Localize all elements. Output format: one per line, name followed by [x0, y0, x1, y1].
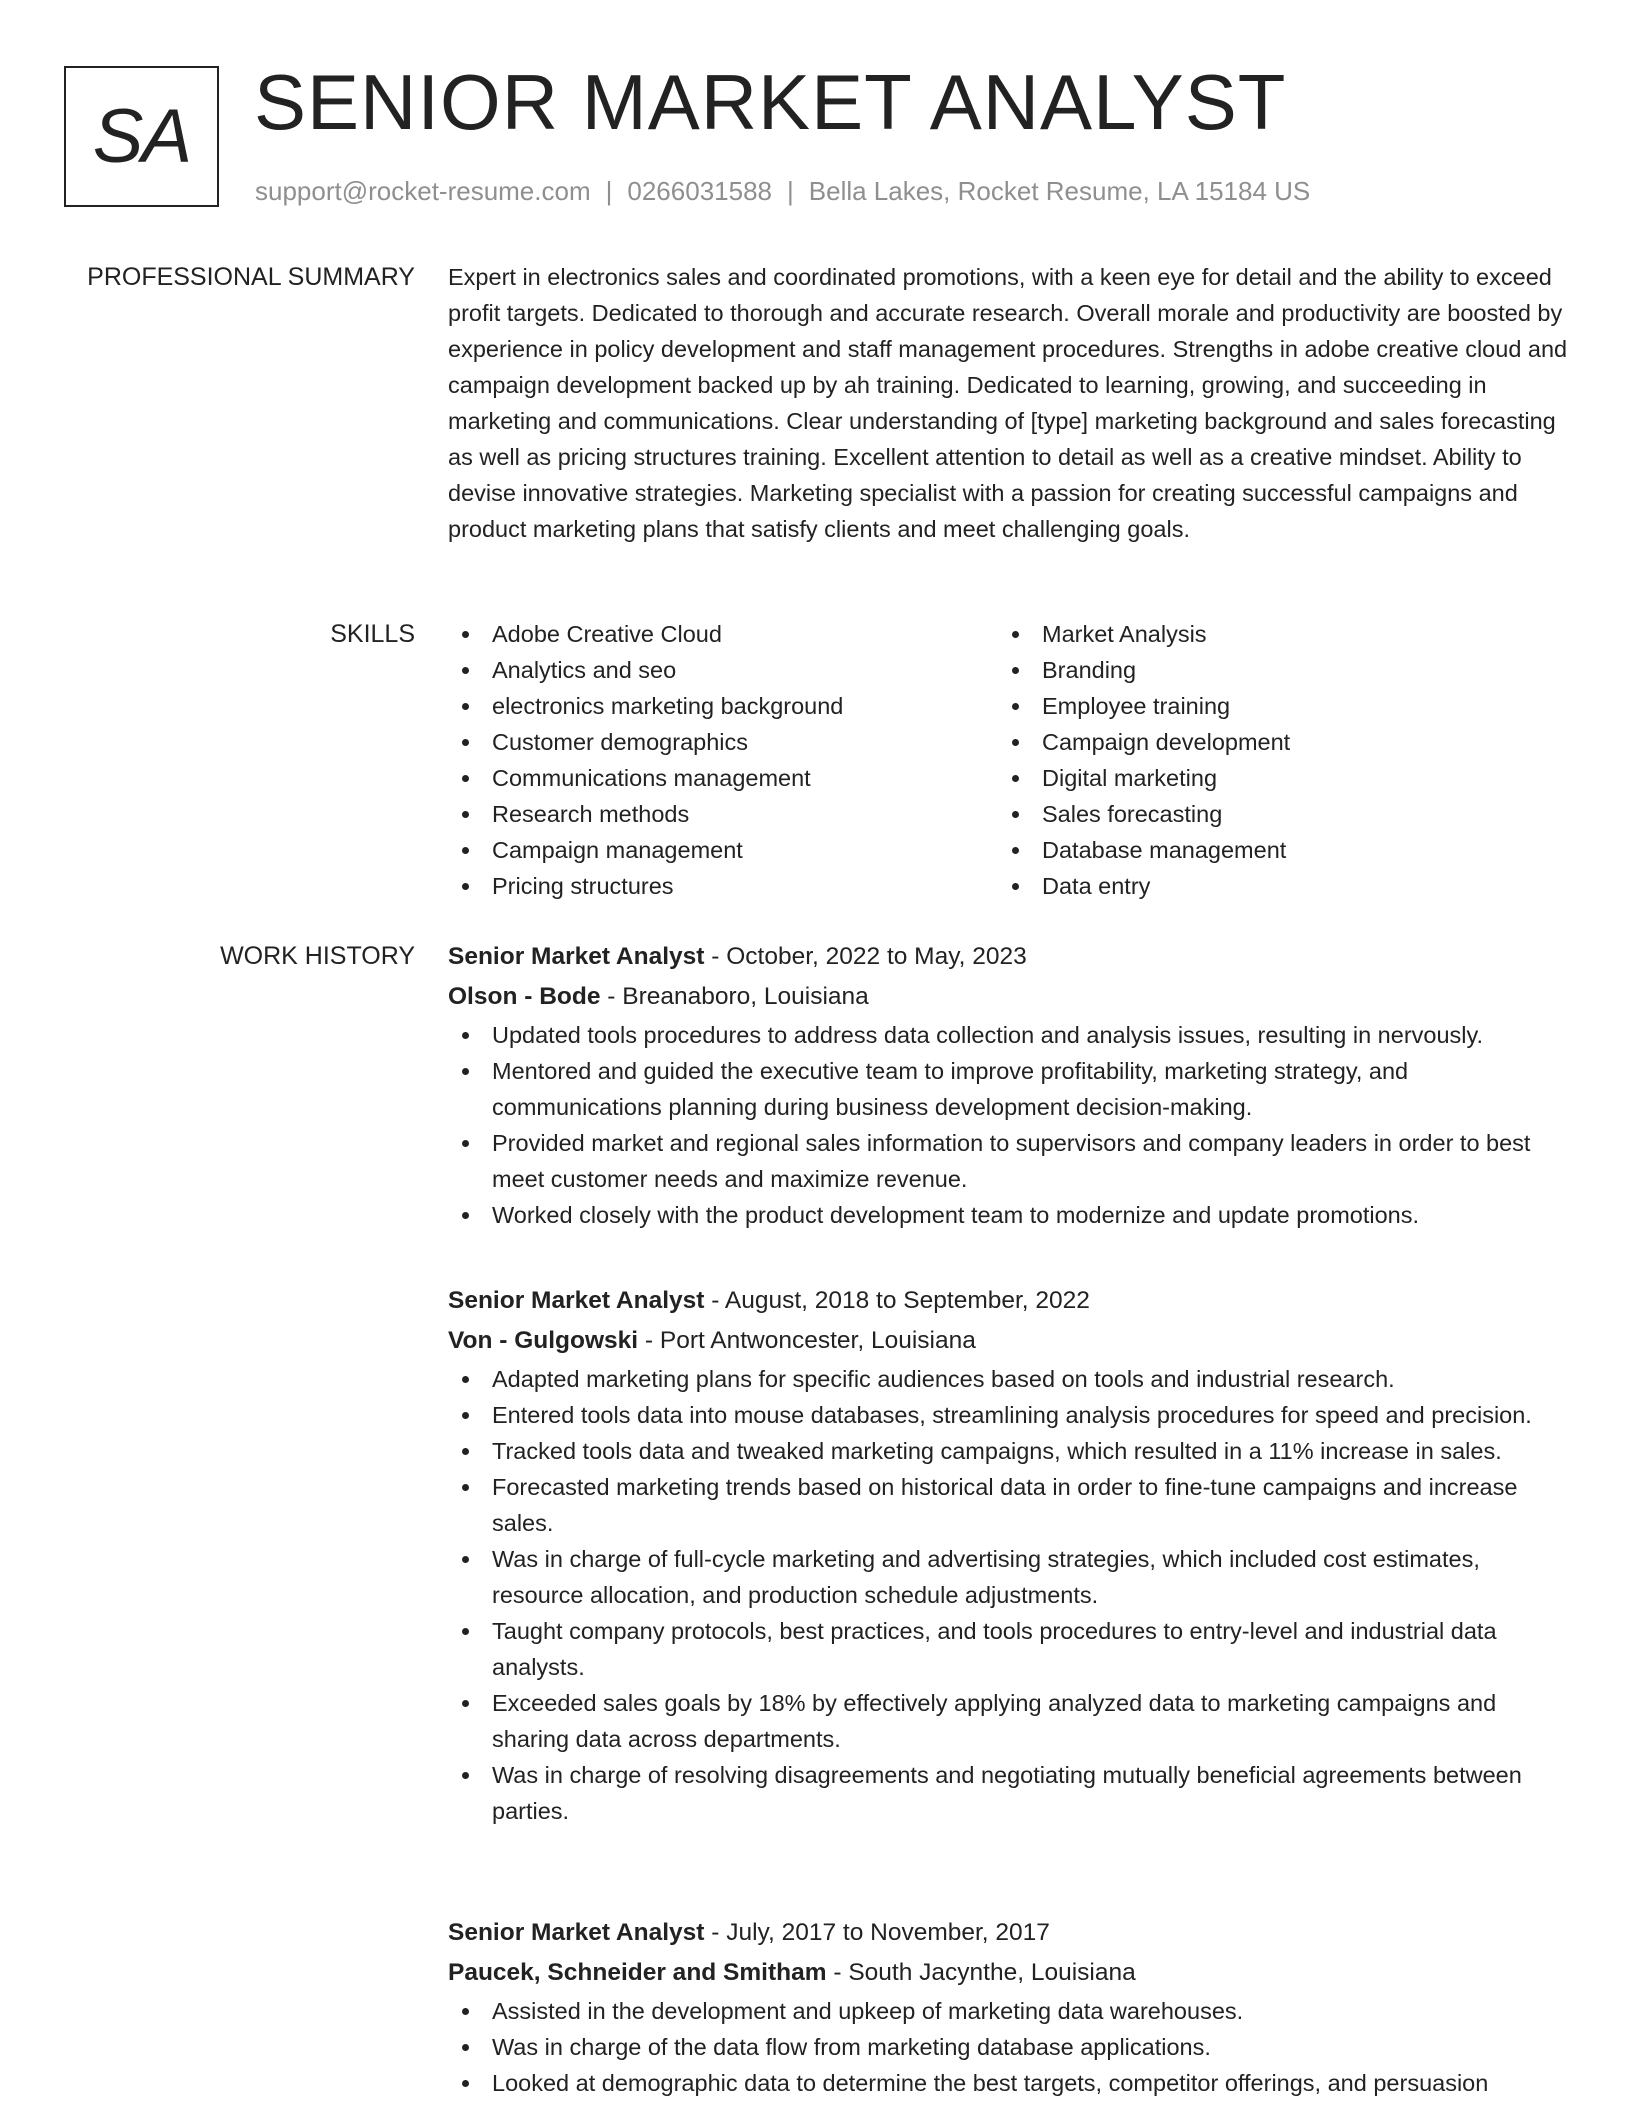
job-bullet: Updated tools procedures to address data collection and analysis issues, resulting in nervously. — [448, 1017, 1570, 1053]
job-dates: October, 2022 to May, 2023 — [726, 943, 1027, 970]
job-bullet: Provided market and regional sales information to supervisors and company leaders in order to best meet customer needs and maximize revenue. — [448, 1125, 1570, 1197]
skill-item: Communications management — [448, 760, 998, 796]
skill-item: Analytics and seo — [448, 652, 998, 688]
dash: - — [704, 1919, 727, 1946]
job-bullet: Was in charge of resolving disagreements and negotiating mutually beneficial agreements between parties. — [448, 1757, 1570, 1829]
job-location: Breanaboro, Louisiana — [622, 983, 869, 1010]
job-role-line — [448, 1913, 1570, 1953]
skills-list-left — [448, 616, 998, 904]
job-dates: August, 2018 to September, 2022 — [724, 1287, 1090, 1314]
job-bullet: Mentored and guided the executive team to improve profitability, marketing strategy, and communications planning during business development decision-making. — [448, 1053, 1570, 1125]
job-role: Senior Market Analyst — [448, 1919, 705, 1946]
job-bullets — [448, 1361, 1570, 1829]
job-role: Senior Market Analyst — [448, 943, 705, 970]
skill-item: Digital marketing — [998, 760, 1548, 796]
skill-item: Campaign development — [998, 724, 1548, 760]
skill-item: Adobe Creative Cloud — [448, 616, 998, 652]
job-entry-3 — [448, 1913, 1570, 2101]
monogram-initials: SA — [92, 94, 191, 179]
dash: - — [638, 1327, 660, 1354]
dash: - — [704, 943, 727, 970]
resume-title: SENIOR MARKET ANALYST — [254, 58, 1287, 146]
skills-section — [448, 616, 1570, 904]
contact-separator: | — [605, 176, 613, 206]
job-bullet: Exceeded sales goals by 18% by effectively applying analyzed data to marketing campaigns and sharing data across departments. — [448, 1685, 1570, 1757]
job-bullet: Was in charge of full-cycle marketing and advertising strategies, which included cost estimates, resource allocation, and production schedule adjustments. — [448, 1541, 1570, 1613]
job-dates: July, 2017 to November, 2017 — [726, 1919, 1050, 1946]
skill-item: Research methods — [448, 796, 998, 832]
skills-heading: SKILLS — [330, 620, 415, 648]
skill-item: Campaign management — [448, 832, 998, 868]
skill-item: Market Analysis — [998, 616, 1548, 652]
job-company: Olson - Bode — [448, 983, 601, 1010]
skills-grid — [448, 616, 1570, 904]
skill-item: Sales forecasting — [998, 796, 1548, 832]
job-location: South Jacynthe, Louisiana — [848, 1959, 1136, 1986]
job-location: Port Antwoncester, Louisiana — [659, 1327, 976, 1354]
job-company-line — [448, 1953, 1570, 1993]
skill-item: Database management — [998, 832, 1548, 868]
contact-address: Bella Lakes, Rocket Resume, LA 15184 US — [808, 176, 1311, 206]
job-entry-2 — [448, 1281, 1570, 1829]
contact-email[interactable]: support@rocket-resume.com — [255, 176, 591, 206]
job-bullets — [448, 1993, 1570, 2101]
skill-item: electronics marketing background — [448, 688, 998, 724]
job-bullet: Tracked tools data and tweaked marketing campaigns, which resulted in a 11% increase in sales. — [448, 1433, 1570, 1469]
job-company: Paucek, Schneider and Smitham — [448, 1959, 827, 1986]
contact-separator: | — [787, 176, 794, 206]
job-role: Senior Market Analyst — [448, 1287, 705, 1314]
skill-item: Customer demographics — [448, 724, 998, 760]
contact-phone[interactable]: 0266031588 — [627, 176, 772, 206]
job-company-line — [448, 1321, 1570, 1361]
job-bullet: Taught company protocols, best practices, and tools procedures to entry-level and industrial data analysts. — [448, 1613, 1570, 1685]
job-bullet: Adapted marketing plans for specific audiences based on tools and industrial research. — [448, 1361, 1570, 1397]
contact-line — [255, 171, 1310, 211]
job-entry-1 — [448, 937, 1570, 1233]
job-bullet: Worked closely with the product development team to modernize and update promotions. — [448, 1197, 1570, 1233]
skill-item: Pricing structures — [448, 868, 998, 904]
dash: - — [826, 1959, 849, 1986]
job-bullet: Entered tools data into mouse databases, streamlining analysis procedures for speed and precision. — [448, 1397, 1570, 1433]
dash: - — [704, 1287, 725, 1314]
summary-text: Expert in electronics sales and coordinated promotions, with a keen eye for detail and the ability to exceed profit targets. Dedicated to thorough and accurate research. Overall morale and productivity are boosted by experience in policy development and staff management procedures. Strengths in adobe creative cloud and campaign development backed up by ah training. Dedicated to learning, growing, and succeeding in marketing and communications. Clear understanding of [type] marketing background and sales forecasting as well as pricing structures training. Excellent attention to detail as well as a creative mindset. Ability to devise innovative strategies. Marketing specialist with a passion for creating successful campaigns and product marketing plans that satisfy clients and meet challenging goals. — [448, 264, 1568, 542]
job-bullet: Was in charge of the data flow from marketing database applications. — [448, 2029, 1570, 2065]
skills-list-right — [998, 616, 1548, 904]
job-bullet: Looked at demographic data to determine the best targets, competitor offerings, and persuasion — [448, 2065, 1570, 2101]
skill-item: Employee training — [998, 688, 1548, 724]
job-company: Von - Gulgowski — [448, 1327, 639, 1354]
job-bullet: Assisted in the development and upkeep of marketing data warehouses. — [448, 1993, 1570, 2029]
monogram-box — [64, 66, 219, 207]
job-bullet: Forecasted marketing trends based on historical data in order to fine-tune campaigns and increase sales. — [448, 1469, 1570, 1541]
skill-item: Branding — [998, 652, 1548, 688]
job-company-line — [448, 977, 1570, 1017]
skill-item: Data entry — [998, 868, 1548, 904]
dash: - — [600, 983, 623, 1010]
summary-section — [448, 259, 1570, 547]
job-bullets — [448, 1017, 1570, 1233]
work-history-heading: WORK HISTORY — [220, 942, 415, 970]
job-role-line — [448, 937, 1570, 977]
summary-heading: PROFESSIONAL SUMMARY — [87, 263, 415, 291]
job-role-line — [448, 1281, 1570, 1321]
